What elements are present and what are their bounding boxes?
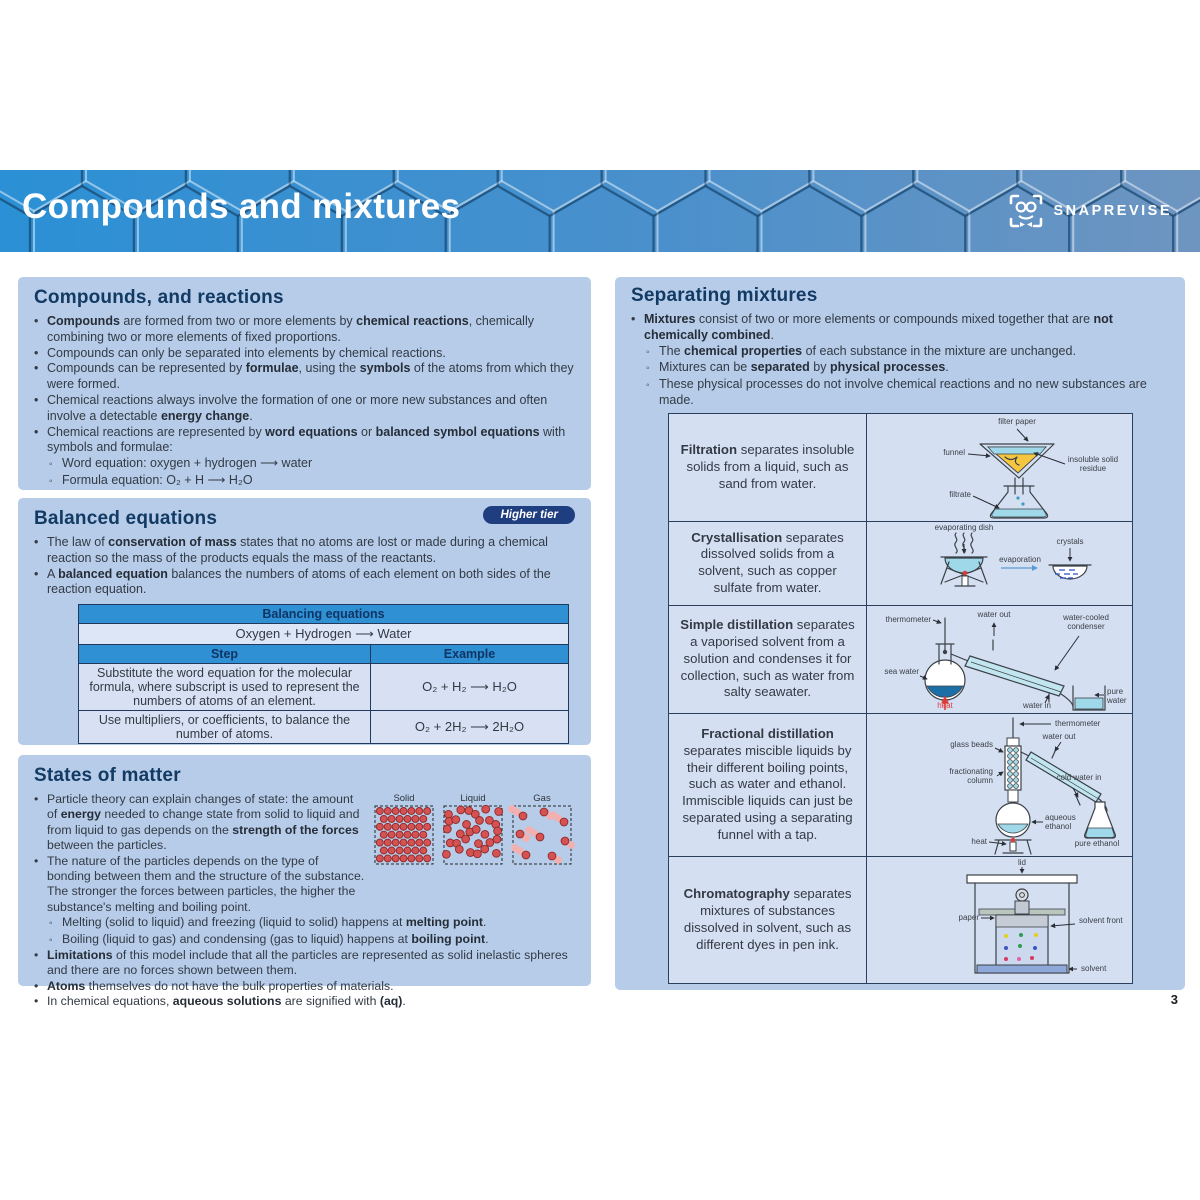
label-heat: heat [971, 836, 987, 846]
bullet-item: ◦ Mixtures can be separated by physical processes. [646, 360, 1169, 377]
fractional-distillation-diagram-svg [867, 714, 1131, 855]
bullet-item: • Limitations of this model include that all the particles are represented as solid inelastic spheres and there are no forces shown between them. [34, 948, 575, 979]
section-title: Compounds, and reactions [34, 287, 284, 308]
label-crystals: crystals [1056, 536, 1084, 546]
method-description: Crystallisation separates dissolved solids from a solvent, such as copper sulfate from water. [669, 521, 867, 605]
fractional-distillation-diagram [867, 713, 1133, 856]
label-glass-beads: glass beads [950, 739, 993, 749]
bullet-item: • Compounds can only be separated into elements by chemical reactions. [34, 346, 575, 362]
step-cell: Substitute the word equation for the molecular formula, where subscript is used to represent the numbers of atoms of an element. [79, 664, 371, 711]
balancing-equations-table [78, 604, 569, 744]
chromatography-diagram [867, 856, 1133, 983]
label-sea-water: sea water [884, 666, 919, 676]
bullet-item: • Mixtures consist of two or more elements or compounds mixed together that are not chemically combined. [631, 312, 1169, 344]
label-heat: heat [937, 700, 953, 710]
method-description: Chromatography separates mixtures of substances dissolved in solvent, such as different dyes in pen ink. [669, 856, 867, 983]
section-title: Balanced equations [34, 508, 218, 529]
bullet-item: ◦ Boiling (liquid to gas) and condensing (gas to liquid) happens at boiling point. [49, 932, 575, 948]
table-row [79, 664, 569, 711]
table-row-filtration [669, 413, 1133, 521]
crystallisation-diagram [867, 521, 1133, 605]
method-description: Filtration separates insoluble solids from a liquid, such as sand from water. [669, 413, 867, 521]
section-balanced-equations [18, 498, 591, 745]
label-fractionating-column: fractionating column [949, 766, 993, 785]
table-row-simple-distillation [669, 605, 1133, 713]
label-insoluble-solid-residue: insoluble solid residue [1067, 454, 1119, 473]
svg-text:Liquid: Liquid [460, 793, 486, 804]
section-title: Separating mixtures [631, 285, 818, 306]
page-header [0, 170, 1200, 252]
bullet-item: • Compounds can be represented by formulae, using the symbols of the atoms from which they were formed. [34, 361, 575, 393]
separation-methods-table [668, 413, 1133, 984]
bullet-item: ◦ These physical processes do not involve chemical reactions and no new substances are made. [646, 377, 1169, 409]
section-states-of-matter [18, 755, 591, 1009]
bullet-item: • Atoms themselves do not have the bulk properties of materials. [34, 979, 575, 994]
label-thermometer: thermometer [885, 614, 931, 624]
col-header-step: Step [79, 645, 371, 664]
example-cell: O₂ + H₂ ⟶ H₂O [371, 664, 569, 711]
label-evaporating-dish: evaporating dish [934, 522, 994, 532]
page-number: 3 [1170, 992, 1178, 1007]
example-cell: O₂ + 2H₂ ⟶ 2H₂O [371, 711, 569, 744]
table-row-chromatography [669, 856, 1133, 983]
brand-name: SNAPREVISE [1053, 203, 1172, 219]
table-equation-row: Oxygen + Hydrogen ⟶ Water [79, 624, 569, 645]
label-funnel: funnel [943, 447, 965, 457]
section-title: States of matter [34, 765, 181, 786]
label-pure-ethanol: pure ethanol [1074, 838, 1120, 848]
label-water-out: water out [1042, 731, 1076, 741]
svg-text:Solid: Solid [393, 793, 415, 804]
label-evaporation: evaporation [999, 554, 1041, 564]
label-water-in: water in [1022, 700, 1051, 710]
bullet-item: ◦ Melting (solid to liquid) and freezing (liquid to solid) happens at melting point. [49, 915, 575, 931]
bullet-item: ◦ Formula equation: O₂ + H ⟶ H₂O [49, 473, 575, 490]
step-cell: Use multipliers, or coefficients, to balance the number of atoms. [79, 711, 371, 744]
method-description: Simple distillation separates a vaporised solvent from a solution and condenses it for collection, such as water from salty seawater. [669, 605, 867, 713]
table-caption: Balancing equations [79, 605, 569, 624]
table-row [79, 711, 569, 744]
particle-diagram-svg [373, 792, 575, 878]
bullet-item: • Chemical reactions always involve the formation of one or more new substances and often involve a detectable energy change. [34, 393, 575, 425]
bullet-item: • A balanced equation balances the numbers of atoms of each element on both sides of the reaction equation. [34, 567, 575, 599]
svg-text:Gas: Gas [533, 793, 551, 804]
method-description: Fractional distillation separates miscible liquids by their different boiling points, such as water and ethanol. Immiscible liquids can just be separated using a separating funnel with a tap. [669, 713, 867, 856]
table-row-crystallisation [669, 521, 1133, 605]
simple-distillation-diagram [867, 605, 1133, 713]
label-cold-water-in: cold water in [1056, 772, 1102, 782]
label-filtrate: filtrate [949, 489, 971, 499]
label-lid: lid [1017, 857, 1026, 867]
label-thermometer: thermometer [1055, 718, 1101, 728]
particle-diagram [373, 792, 575, 878]
section-separating-mixtures [615, 277, 1185, 990]
brand [1008, 193, 1172, 229]
bullet-item: • The nature of the particles depends on the type of bonding between them and the structure of the substance. The stronger the forces between particles, the higher the substance's melting and boiling point. [34, 854, 365, 916]
bullet-item: • The law of conservation of mass states that no atoms are lost or made during a chemical reaction so the mass of the products equals the mass of the reactants. [34, 535, 575, 567]
label-solvent-front: solvent front [1079, 915, 1123, 925]
label-solvent: solvent [1081, 963, 1107, 973]
bullet-item: • Particle theory can explain changes of state: the amount of energy needed to change state from solid to liquid and from liquid to gas depends on the strength of the forces between the particles. [34, 792, 365, 854]
higher-tier-badge: Higher tier [483, 506, 575, 524]
label-aqueous-ethanol: aqueous ethanol [1045, 812, 1076, 831]
label-water-out: water out [977, 609, 1011, 619]
table-row-fractional-distillation [669, 713, 1133, 856]
section-compounds-and-reactions [18, 277, 591, 490]
snaprevise-logo-icon [1008, 193, 1044, 229]
bullet-item: • Compounds are formed from two or more elements by chemical reactions, chemically combining two or more elements of fixed proportions. [34, 314, 575, 346]
filtration-diagram [867, 413, 1133, 521]
bullet-item: ◦ The chemical properties of each substance in the mixture are unchanged. [646, 344, 1169, 361]
label-water-cooled-condenser: water-cooled condenser [1063, 612, 1109, 631]
label-paper: paper [958, 912, 979, 922]
page-title: Compounds and mixtures [22, 187, 461, 226]
label-filter-paper: filter paper [998, 416, 1036, 426]
bullet-item: • Chemical reactions are represented by word equations or balanced symbol equations with symbols and formulae: [34, 425, 575, 457]
bullet-item: • In chemical equations, aqueous solutions are signified with (aq). [34, 994, 575, 1009]
label-pure-water: pure water [1107, 686, 1127, 705]
bullet-item: ◦ Word equation: oxygen + hydrogen ⟶ water [49, 456, 575, 473]
col-header-example: Example [371, 645, 569, 664]
